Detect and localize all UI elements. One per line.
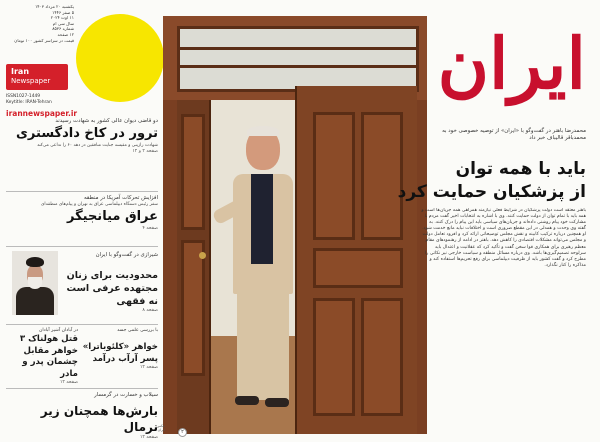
story-title: عراق میانجیگر (66, 209, 158, 224)
portrait-beard (28, 277, 42, 289)
logo-line-1: Iran (11, 67, 30, 76)
lede-headline[interactable] (376, 158, 586, 204)
story-murder[interactable] (6, 328, 78, 385)
sun-emblem (76, 14, 164, 102)
story-page: صفحه ۱۲ (139, 435, 158, 440)
story-rainfall[interactable] (6, 392, 158, 440)
person-pants (237, 290, 289, 400)
story-kicker: با بررسی علمی جسد (117, 328, 158, 333)
date-line: سال سی ام (52, 20, 74, 26)
date-line: ۱۲ صفحه (57, 31, 74, 37)
newspaper-logo (6, 64, 68, 90)
story-title: محدودیت برای زنان مجتهده عرفی است نه فقهی (66, 270, 158, 307)
date-block (6, 4, 74, 43)
door-panel (181, 114, 205, 230)
window-bar (180, 47, 416, 50)
door-panel (361, 298, 403, 416)
masthead-title: ایران (437, 22, 586, 105)
portrait-cloak (16, 287, 54, 315)
story-kicker: دو قاضی دیوان عالی کشور به شهادت رسیدند (55, 118, 158, 124)
story-page: صفحه ۲ و ۱۲ (132, 149, 158, 154)
door-panel (313, 112, 355, 240)
person-hair (247, 126, 279, 136)
lede-title-line-2: از پزشکیان حمایت کرد (397, 182, 586, 202)
story-body: شهادت رازینی و مقیسه جنایت منافقین در دهه ۶۰ را تداعی می‌کند (37, 143, 158, 148)
door-panel (313, 298, 355, 416)
story-page: صفحه ۱۲ (59, 380, 78, 385)
person-shoe (265, 398, 289, 407)
story-kicker: افزایش تحرکات آمریکا در منطقه (83, 195, 158, 201)
story-page: صفحه ۴ (142, 226, 158, 231)
story-mojtahedeh[interactable] (64, 252, 158, 313)
door-panel (313, 248, 403, 288)
story-title: خواهر «کلئوباترا» پسر آرآب درآمد (82, 342, 158, 364)
page-marker: ۲ (178, 428, 187, 437)
date-line: قیمت در سراسر کشور ۱۰۰ تومان (14, 37, 74, 43)
person-shoe (235, 396, 259, 405)
story-kicker: سیلاب و خسارت در گرمسار (94, 392, 158, 398)
issn: ISSN1027-1449 (6, 94, 41, 99)
lede-body: باهنر معتقد است دولت پزشکیان در شرایط فعلی نیازمند همراهی همه جریان‌ها است و همه باید با تمام توان از دولت حمایت کنند. وی با اشاره به انتخابات اخیر گفت مردم با مشارکت خود پیام روشنی داده‌اند و جریان‌های سیاسی باید این پیام را درک کنند. به گفته وی وحدت و همدلی در این مقطع ضروری است و اختلافات نباید مانع خدمت شود. او همچنین درباره ترکیب کابینه و نقش مجلس توضیحاتی ارائه کرد و افزود تعامل دولت و مجلس می‌تواند مشکلات اقتصادی را کاهش دهد. باهنر در ادامه از رهنمودهای مقام معظم رهبری برای همکاری قوا سخن گفت و تأکید کرد که عقلانیت و اعتدال باید سرلوحه تصمیم‌گیری‌ها باشد. وی درباره مسائل منطقه و سیاست خارجی نیز نکاتی را مطرح کرد و گفت کشور باید از ظرفیت دیپلماسی برای رفع تحریم‌ها استفاده کند و مذاکره را کنار نگذارد. (421, 208, 586, 268)
date-line: شماره ۸۵۳۶ (52, 26, 74, 32)
transom-window (177, 26, 419, 92)
door-left (177, 100, 211, 434)
site-url[interactable]: irannewspaper.ir (6, 109, 78, 118)
story-iraq[interactable] (6, 195, 158, 231)
lede-title-line-1: باید با همه توان (455, 159, 586, 179)
story-kicker: در آبادان آشپز آبادان (39, 328, 78, 333)
story-page: صفحه ۱۲ (139, 365, 158, 370)
photo-credit: عکس: ایران (155, 424, 165, 432)
divider (6, 388, 158, 389)
door-right (295, 86, 417, 434)
issn-block (6, 94, 68, 105)
divider (6, 324, 158, 325)
lead-photo (163, 16, 427, 434)
date-line: یکشنبه ۲۰ مرداد ۱۴۰۳ (35, 4, 74, 9)
keytitle: Keytitle: IRAN-Tehran (6, 99, 52, 105)
lede-kicker: محمدرضا باهنر در گفت‌وگو با «ایران» از توصیه خصوصی خود به محمدباقر قالیباف خبر داد (442, 128, 586, 142)
story-title: بارش‌ها همچنان زیر نرمال (40, 404, 158, 434)
divider (6, 191, 158, 192)
logo-line-2: Newspaper (11, 77, 51, 85)
story-cleopatra[interactable] (82, 328, 158, 370)
cleric-portrait (12, 251, 58, 315)
story-title: قتل هولناک ۳ خواهر مقابل چشمان پدر و مادر (19, 334, 78, 379)
door-knob (199, 252, 206, 259)
story-page: صفحه ۸ (142, 308, 158, 313)
date-line: ۵ صفر ۱۴۴۶ (52, 9, 74, 15)
window-bar (180, 65, 416, 68)
person-shirt (251, 174, 273, 264)
story-kicker: شیرازی در گفت‌وگو با ایران (95, 252, 158, 258)
date-line: ۱۱ اوت ۲۰۲۴ (50, 15, 74, 21)
divider (6, 246, 158, 247)
story-terror[interactable] (6, 118, 158, 154)
story-title: ترور در کاخ دادگستری (16, 126, 158, 141)
door-panel (181, 240, 205, 376)
story-body: سفر رئیس دستگاه دیپلماسی عراق به تهران و پیام‌های منطقه‌ای (40, 202, 158, 207)
